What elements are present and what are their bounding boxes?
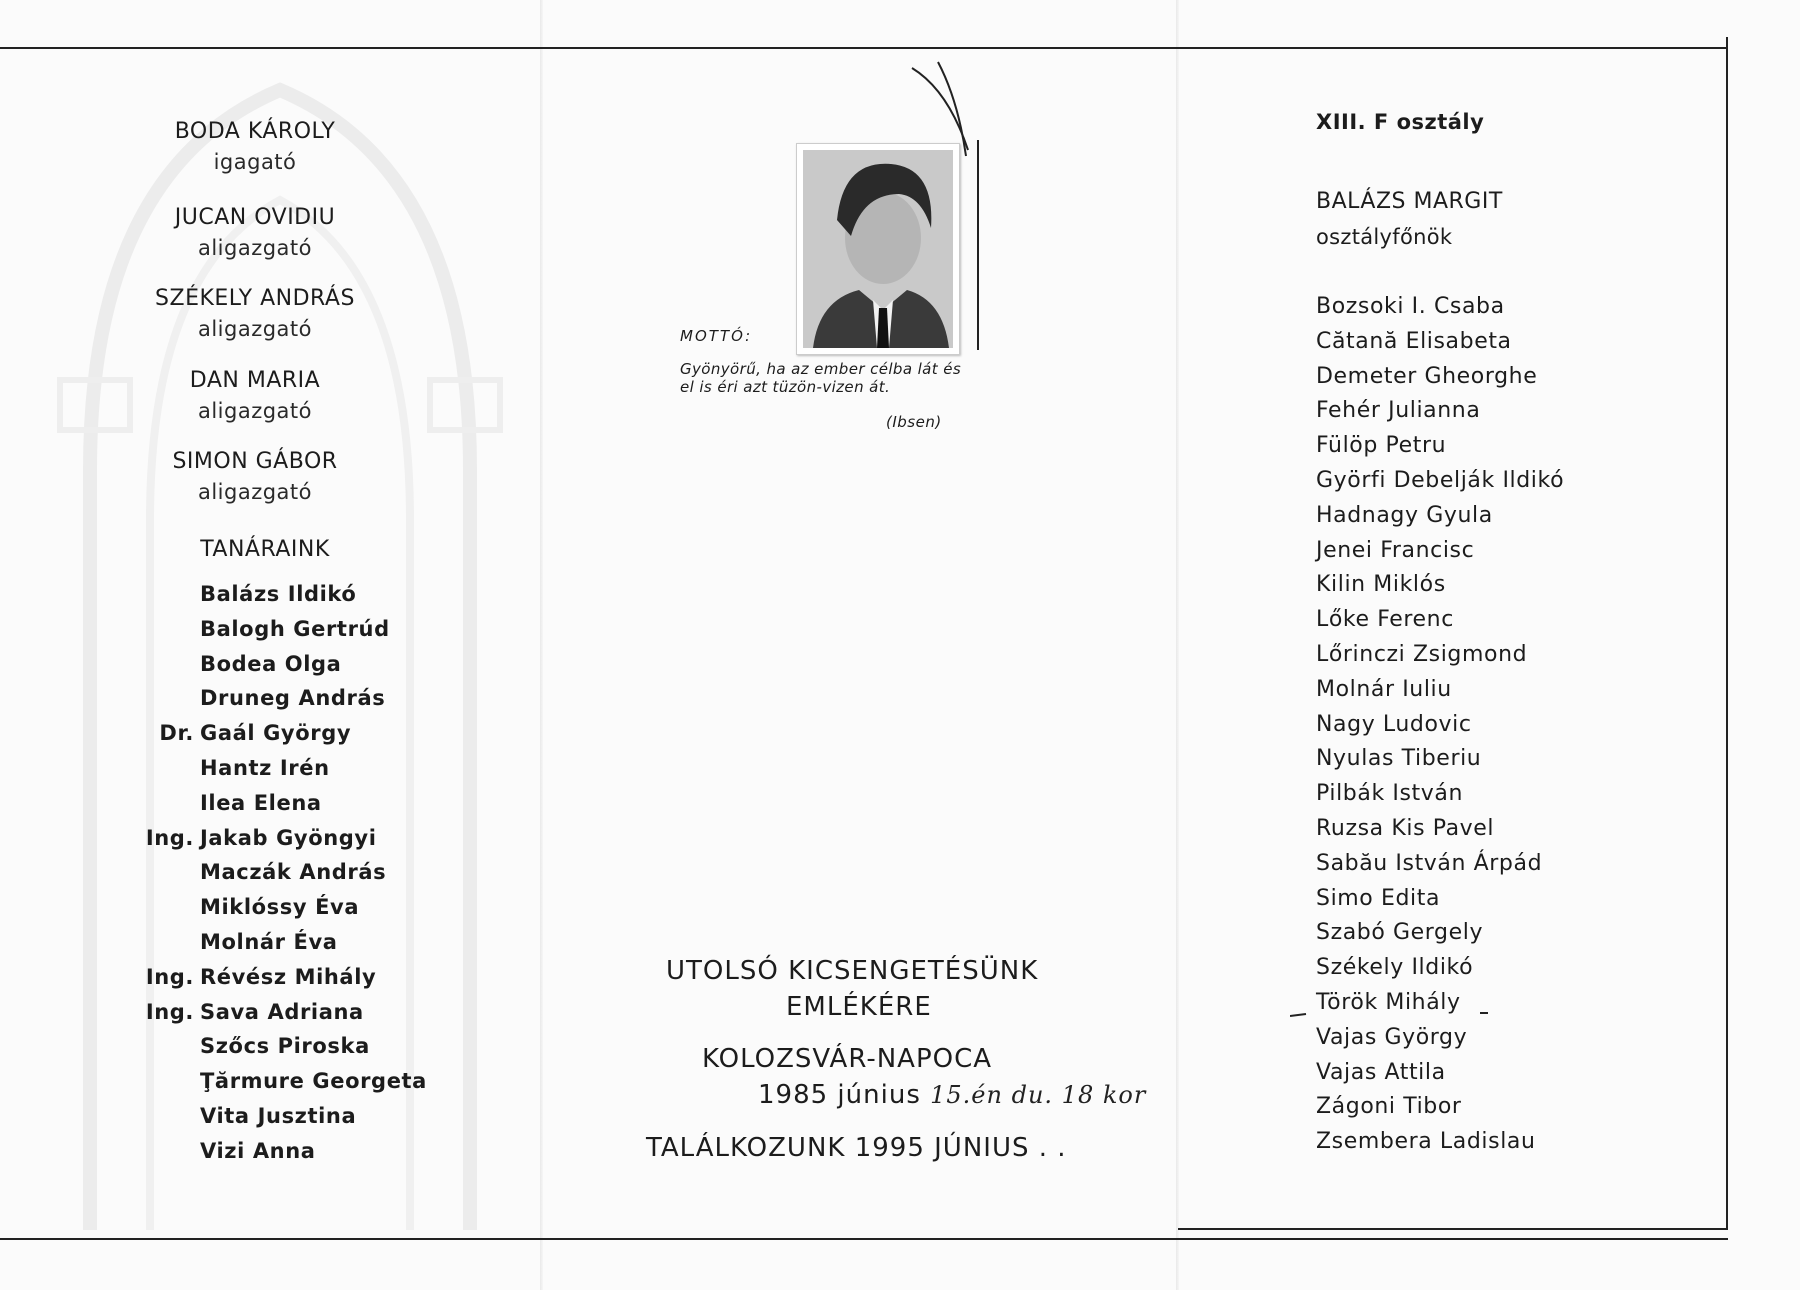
admin-name: JUCAN OVIDIU — [174, 205, 336, 230]
teacher-row — [140, 582, 440, 617]
teacher-name: Révész Mihály — [200, 964, 377, 989]
admin-name: SZÉKELY ANDRÁS — [155, 286, 355, 311]
reunion-line: TALÁLKOZUNK 1995 JÚNIUS . . — [646, 1133, 1067, 1163]
student-name: Lőrinczi Zsigmond — [1316, 641, 1528, 667]
student-name: Molnár Iuliu — [1316, 676, 1452, 702]
admin-name: DAN MARIA — [189, 368, 321, 393]
admin-role: aligazgató — [197, 317, 313, 341]
student-name: Jenei Francisc — [1316, 537, 1475, 563]
teacher-row — [140, 1000, 440, 1035]
student-name: Fülöp Petru — [1316, 433, 1447, 459]
teacher-prefix: Ing. — [145, 964, 194, 989]
teacher-prefix: Dr. — [159, 721, 194, 746]
teacher-name: Gaál György — [200, 721, 352, 746]
teacher-name: Vita Jusztina — [200, 1103, 357, 1128]
teacher-row — [140, 930, 440, 965]
students-list — [1316, 294, 1676, 1164]
student-name: Kilin Miklós — [1316, 572, 1446, 598]
motto-text: Gyönyörű, ha az ember célba lát és el is éri azt tüzön-vizen át. — [680, 360, 962, 396]
class-title: XIII. F osztály — [1316, 110, 1485, 134]
teacher-row — [140, 686, 440, 721]
student-name: Fehér Julianna — [1316, 398, 1481, 424]
teacher-row — [140, 826, 440, 861]
student-name: Vajas György — [1316, 1024, 1468, 1050]
student-name: Nagy Ludovic — [1316, 711, 1472, 737]
teacher-row — [140, 965, 440, 1000]
head-teacher-name: BALÁZS MARGIT — [1316, 189, 1503, 214]
teacher-name: Druneg András — [200, 686, 386, 711]
teacher-prefix: Ing. — [145, 825, 194, 850]
teacher-name: Hantz Irén — [200, 755, 330, 780]
teacher-name: Szőcs Piroska — [200, 1034, 370, 1059]
teacher-name: Sava Adriana — [200, 999, 364, 1024]
teacher-row — [140, 617, 440, 652]
fold-line-left — [540, 0, 543, 1290]
teacher-row — [140, 895, 440, 930]
teacher-name: Vizi Anna — [200, 1138, 316, 1163]
graduate-portrait-photo — [796, 143, 960, 355]
teacher-name: Maczák András — [200, 860, 387, 885]
admin-name: BODA KÁROLY — [174, 119, 336, 144]
student-name: Cătană Elisabeta — [1316, 328, 1512, 354]
student-name: Bozsoki I. Csaba — [1316, 294, 1505, 319]
teacher-prefix: Ing. — [145, 999, 194, 1024]
admin-entry-deputy-1 — [140, 203, 370, 263]
frame-bottom-line — [0, 1238, 1728, 1240]
admin-entry-deputy-2 — [140, 284, 370, 344]
date-line — [758, 1080, 1146, 1110]
teacher-row — [140, 860, 440, 895]
teacher-name: Bodea Olga — [200, 651, 342, 676]
admin-name: SIMON GÁBOR — [172, 449, 338, 474]
student-name: Györfi Debelják Ildikó — [1316, 467, 1565, 493]
student-name: Török Mihály — [1316, 989, 1461, 1015]
student-name: Ruzsa Kis Pavel — [1316, 815, 1495, 841]
student-name: Hadnagy Gyula — [1316, 502, 1493, 528]
teacher-name: Ilea Elena — [200, 790, 322, 815]
date-handwritten: 15.én du. 18 kor — [930, 1081, 1147, 1109]
teacher-name: Balogh Gertrúd — [200, 616, 390, 641]
student-name: Szabó Gergely — [1316, 920, 1484, 946]
admin-entry-director — [140, 117, 370, 177]
teachers-heading: TANÁRAINK — [200, 537, 330, 562]
teacher-name: Molnár Éva — [200, 929, 338, 954]
teacher-row — [140, 1069, 440, 1104]
teacher-row — [140, 721, 440, 756]
teacher-row — [140, 1139, 440, 1174]
student-name: Pilbák István — [1316, 781, 1464, 807]
head-teacher-role: osztályfőnök — [1316, 225, 1453, 249]
admin-role: aligazgató — [197, 480, 313, 504]
motto-label: MOTTÓ: — [680, 327, 753, 345]
student-name: Sabău István Árpád — [1316, 850, 1543, 876]
portrait-image — [803, 150, 953, 348]
student-name: Simo Edita — [1316, 885, 1441, 911]
student-name: Nyulas Tiberiu — [1316, 746, 1482, 772]
teacher-name: Miklóssy Éva — [200, 895, 360, 920]
student-name: Lőke Ferenc — [1316, 607, 1454, 633]
teacher-name: Ţărmure Georgeta — [200, 1069, 427, 1094]
teachers-list — [140, 582, 440, 1174]
teacher-row — [140, 1034, 440, 1069]
student-name: Demeter Gheorghe — [1316, 363, 1538, 389]
title-line-1: UTOLSÓ KICSENGETÉSÜNK — [666, 956, 1039, 986]
teacher-row — [140, 1104, 440, 1139]
teacher-name: Jakab Gyöngyi — [200, 825, 377, 850]
title-line-2: EMLÉKÉRE — [786, 992, 932, 1022]
motto-author: (Ibsen) — [886, 413, 942, 431]
teacher-row — [140, 791, 440, 826]
admin-role: aligazgató — [197, 236, 313, 260]
admin-entry-deputy-4 — [140, 447, 370, 507]
frame-top-line — [0, 47, 1728, 49]
student-name: Székely Ildikó — [1316, 955, 1474, 981]
student-name: Zsembera Ladislau — [1316, 1129, 1536, 1155]
student-name: Zágoni Tibor — [1316, 1094, 1462, 1120]
date-printed: 1985 június — [758, 1080, 921, 1110]
frame-right-line — [1726, 37, 1728, 1229]
place-line: KOLOZSVÁR-NAPOCA — [702, 1044, 993, 1074]
teacher-row — [140, 756, 440, 791]
teacher-row — [140, 652, 440, 687]
frame-bottom-right-line — [1178, 1228, 1728, 1230]
admin-entry-deputy-3 — [140, 366, 370, 426]
admin-role: aligazgató — [197, 399, 313, 423]
student-name: Vajas Attila — [1316, 1059, 1446, 1085]
teacher-name: Balázs Ildikó — [200, 582, 357, 606]
fold-line-right — [1176, 0, 1179, 1290]
admin-role: igagató — [213, 150, 297, 174]
handwritten-dash-marks — [1290, 1005, 1490, 1025]
